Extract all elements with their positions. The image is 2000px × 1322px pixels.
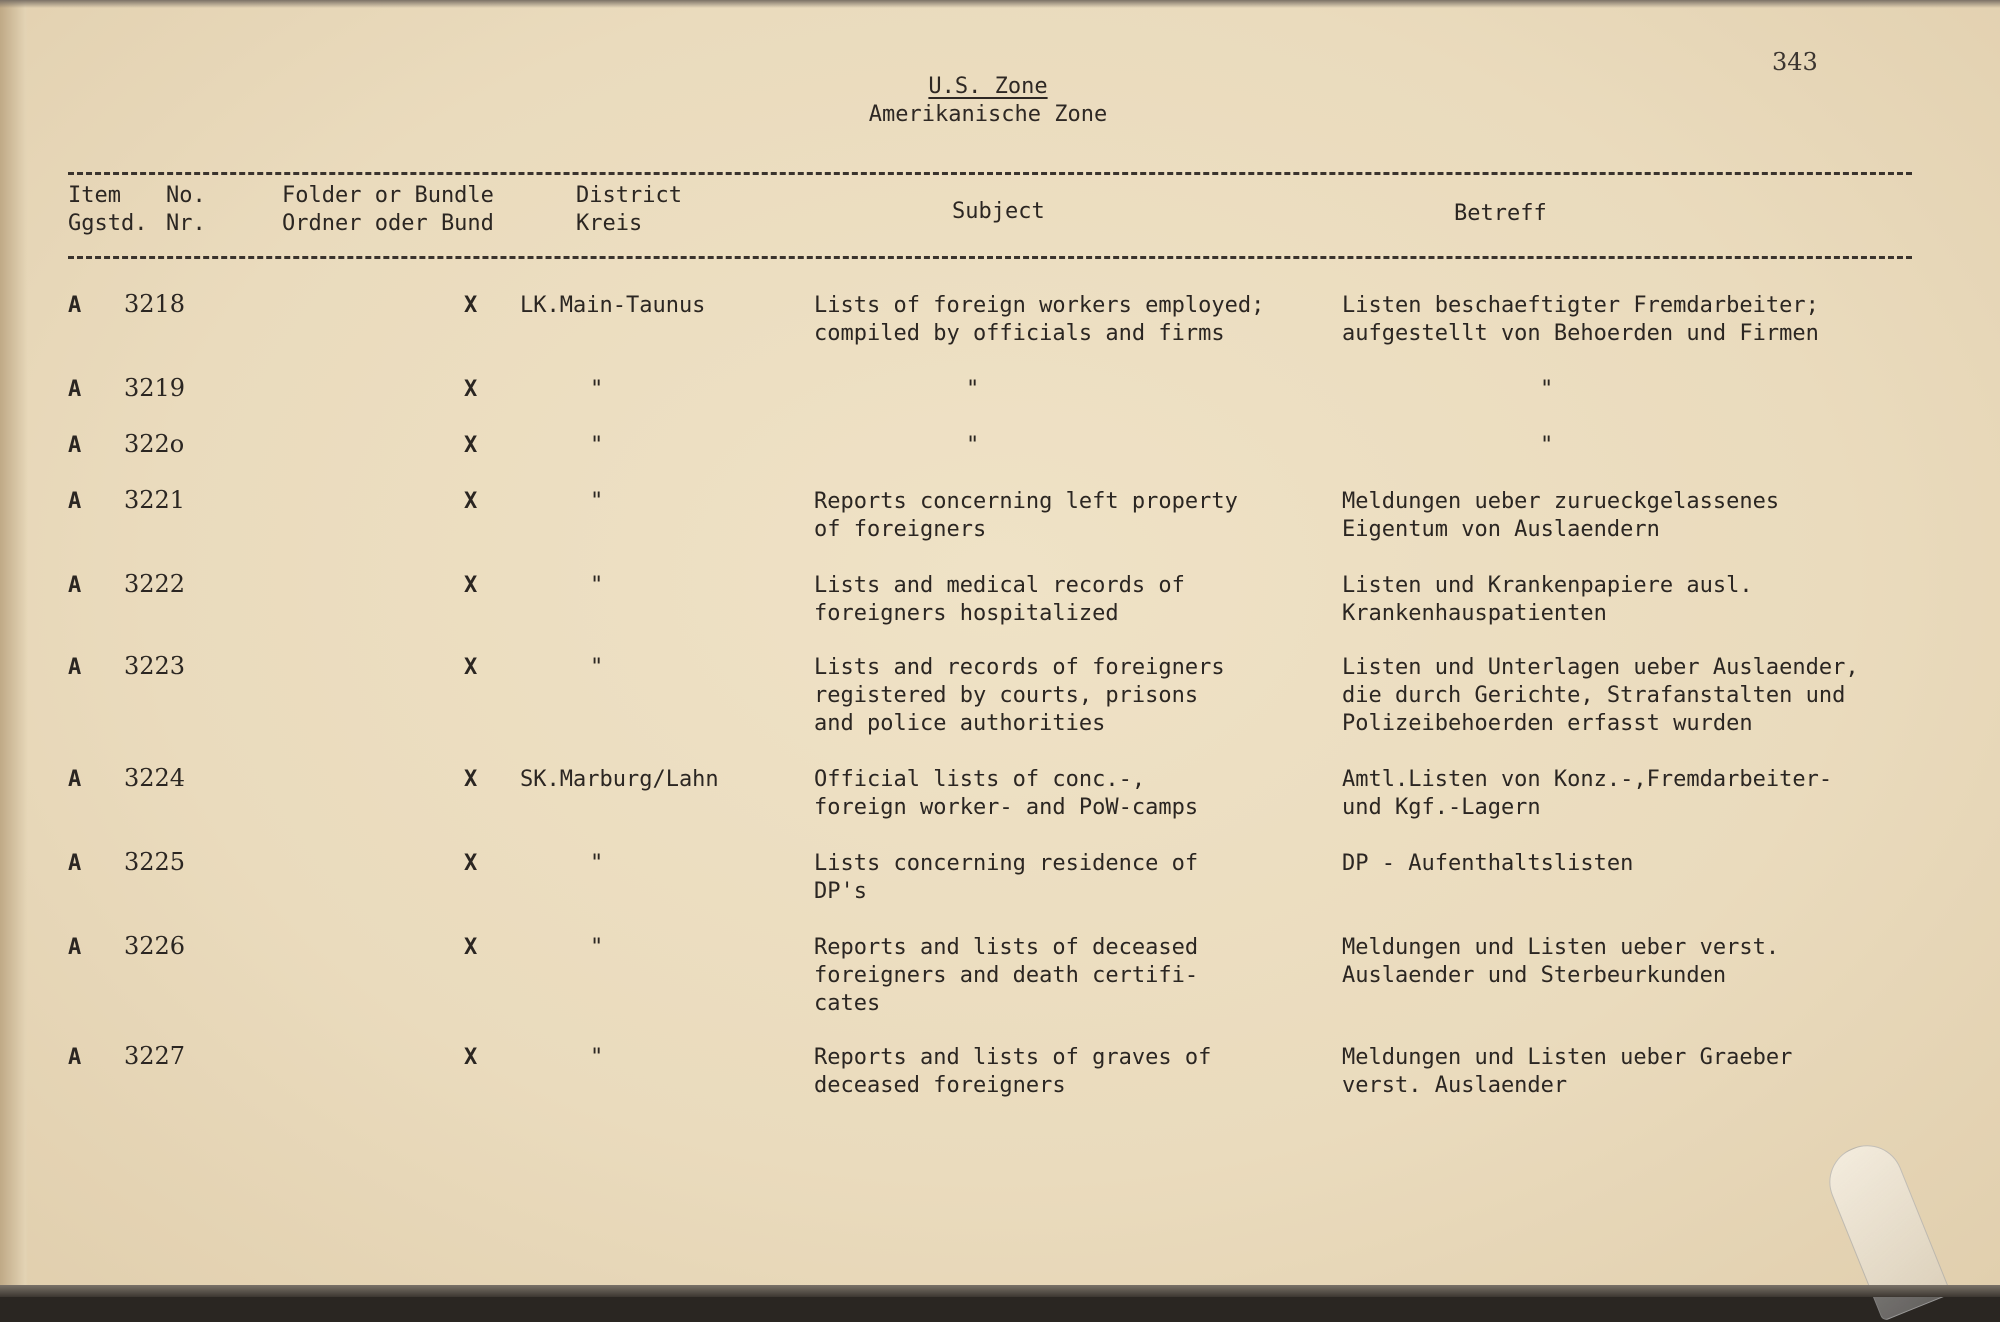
row-item-code: A xyxy=(68,433,82,458)
row-subject: Lists and records of foreigners registered by courts, prisons and police authorities xyxy=(814,655,1225,736)
header-district-de: Kreis xyxy=(576,211,643,236)
row-bundle-mark: X xyxy=(464,851,478,876)
page-top-edge xyxy=(0,0,2000,8)
header-ggstd: Ggstd. xyxy=(68,211,148,236)
row-subject: Reports and lists of deceased foreigners and death certifi- cates xyxy=(814,935,1199,1016)
row-betreff: Listen und Krankenpapiere ausl. Krankenhauspatienten xyxy=(1342,573,1753,626)
row-district: LK.Main-Taunus xyxy=(520,293,706,318)
row-bundle-mark: X xyxy=(464,655,478,680)
page-title: U.S. Zone xyxy=(928,74,1048,99)
header-district-en: District xyxy=(576,183,682,208)
row-district: " xyxy=(590,655,604,680)
row-district: SK.Marburg/Lahn xyxy=(520,767,719,792)
row-item-code: A xyxy=(68,767,82,792)
row-betreff: DP - Aufenthaltslisten xyxy=(1342,851,1634,876)
row-item-code: A xyxy=(68,293,82,318)
row-number: 3224 xyxy=(124,764,186,792)
row-item-code: A xyxy=(68,377,82,402)
row-item-code: A xyxy=(68,489,82,514)
row-subject: Lists concerning residence of DP's xyxy=(814,851,1199,904)
row-item-code: A xyxy=(68,655,82,680)
row-betreff: Meldungen und Listen ueber Graeber verst. Auslaender xyxy=(1342,1045,1793,1098)
row-betreff: Amtl.Listen von Konz.-,Fremdarbeiter- und Kgf.-Lagern xyxy=(1342,767,1833,820)
row-bundle-mark: X xyxy=(464,573,478,598)
row-district: " xyxy=(590,489,604,514)
row-number: 3219 xyxy=(124,374,186,402)
header-betreff: Betreff xyxy=(1454,201,1547,226)
row-bundle-mark: X xyxy=(464,377,478,402)
row-number: 3222 xyxy=(124,570,186,598)
header-top-rule xyxy=(68,172,1912,175)
row-item-code: A xyxy=(68,1045,82,1070)
row-district: " xyxy=(590,433,604,458)
row-subject: Official lists of conc.-, foreign worker- and PoW-camps xyxy=(814,767,1199,820)
row-number: 3221 xyxy=(124,486,186,514)
header-subject: Subject xyxy=(952,199,1045,224)
row-subject: Lists and medical records of foreigners hospitalized xyxy=(814,573,1185,626)
header-item: Item xyxy=(68,183,121,208)
row-subject: Reports concerning left property of foreigners xyxy=(814,489,1238,542)
row-subject: Reports and lists of graves of deceased foreigners xyxy=(814,1045,1212,1098)
header-no: No. xyxy=(166,183,206,208)
row-item-code: A xyxy=(68,573,82,598)
row-bundle-mark: X xyxy=(464,767,478,792)
book-bottom-edge xyxy=(0,1285,2000,1297)
row-subject: " xyxy=(966,377,980,402)
row-district: " xyxy=(590,1045,604,1070)
row-bundle-mark: X xyxy=(464,1045,478,1070)
book-spine-shadow xyxy=(0,0,28,1285)
row-district: " xyxy=(590,935,604,960)
row-number: 3223 xyxy=(124,652,186,680)
row-number: 322o xyxy=(124,430,185,458)
row-bundle-mark: X xyxy=(464,293,478,318)
row-subject: Lists of foreign workers employed; compiled by officials and firms xyxy=(814,293,1265,346)
row-bundle-mark: X xyxy=(464,489,478,514)
row-betreff: " xyxy=(1540,377,1554,402)
header-folder-de: Ordner oder Bund xyxy=(282,211,494,236)
row-subject: " xyxy=(966,433,980,458)
header-folder-en: Folder or Bundle xyxy=(282,183,494,208)
row-betreff: Listen beschaeftigter Fremdarbeiter; aufgestellt von Behoerden und Firmen xyxy=(1342,293,1819,346)
row-betreff: " xyxy=(1540,433,1554,458)
row-item-code: A xyxy=(68,851,82,876)
row-betreff: Listen und Unterlagen ueber Auslaender, die durch Gerichte, Strafanstalten und Polizeibehoerden erfasst wurden xyxy=(1342,655,1859,736)
header-bottom-rule xyxy=(68,256,1912,259)
header-nr: Nr. xyxy=(166,211,206,236)
page-subtitle: Amerikanische Zone xyxy=(868,102,1108,127)
row-item-code: A xyxy=(68,935,82,960)
row-bundle-mark: X xyxy=(464,433,478,458)
row-number: 3218 xyxy=(124,290,186,318)
row-bundle-mark: X xyxy=(464,935,478,960)
row-number: 3225 xyxy=(124,848,186,876)
page-number: 343 xyxy=(1772,48,1818,76)
row-district: " xyxy=(590,573,604,598)
row-number: 3227 xyxy=(124,1042,186,1070)
row-district: " xyxy=(590,851,604,876)
row-betreff: Meldungen und Listen ueber verst. Auslaender und Sterbeurkunden xyxy=(1342,935,1780,988)
row-betreff: Meldungen ueber zurueckgelassenes Eigentum von Auslaendern xyxy=(1342,489,1780,542)
row-number: 3226 xyxy=(124,932,186,960)
row-district: " xyxy=(590,377,604,402)
